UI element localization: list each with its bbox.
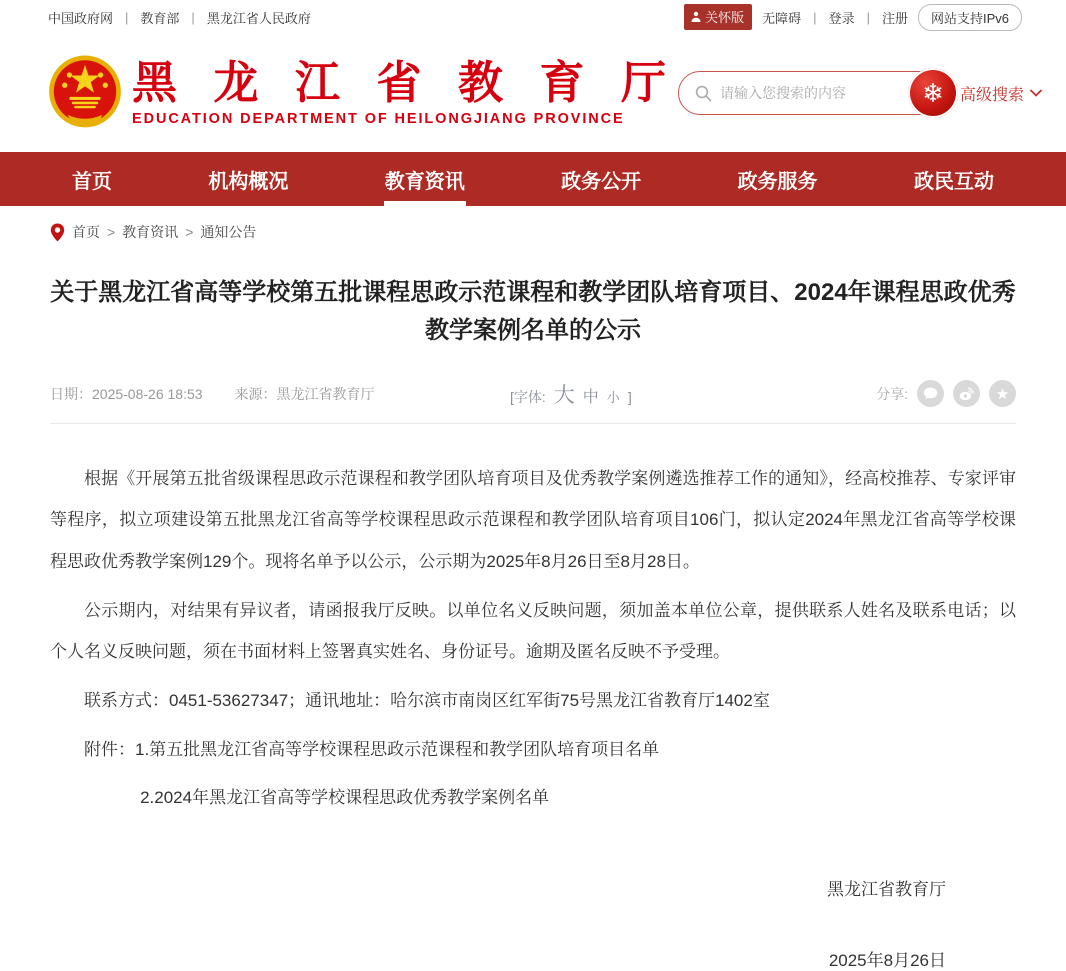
nav-item-gov-disclosure[interactable]: 政务公开: [561, 170, 642, 193]
paragraph-attachment-1: 附件：1.第五批黑龙江省高等学校课程思政示范课程和教学团队培育项目名单: [84, 739, 660, 759]
article-meta-row: [50, 379, 1016, 424]
main-nav: [0, 152, 1066, 206]
location-pin-icon: [50, 223, 65, 242]
site-title-en: EDUCATION DEPARTMENT OF HEILONGJIANG PROVINCE: [132, 110, 625, 127]
search-icon: [695, 85, 712, 102]
advanced-search-toggle[interactable]: [960, 82, 1042, 105]
paragraph-attachment-2: 2.2024年黑龙江省高等学校课程思政优秀教学案例名单: [140, 788, 550, 808]
nav-item-education-news[interactable]: 教育资讯: [371, 152, 479, 206]
nav-item-interaction[interactable]: 政民互动: [913, 170, 994, 193]
snowflake-icon: ❄: [922, 78, 944, 108]
star-icon: ★: [995, 385, 1010, 403]
font-control-open: [字体:: [510, 388, 546, 405]
paragraph-objection: 公示期内，对结果有异议者，请函报我厅反映。以单位名义反映问题，须加盖本单位公章，提供联系人姓名及联系电话；以个人名义反映问题，须在书面材料上签署真实姓名、身份证号。逾期及匿名反映不予受理。: [50, 600, 1016, 662]
article-date: 日期：2025-08-26 18:53: [50, 385, 203, 402]
signature-block: [50, 875, 1016, 971]
site-title: 黑 龙 江 省 教 育 厅: [132, 57, 679, 109]
share-wechat-button[interactable]: [917, 380, 944, 407]
article-meta-left: [50, 384, 510, 404]
site-title-block: [132, 59, 678, 126]
paragraph-intro: 根据《开展第五批省级课程思政示范课程和教学团队培育项目及优秀教学案例遴选推荐工作的通知》，经高校推荐、专家评审等程序，拟立项建设第五批黑龙江省高等学校课程思政示范课程和教学团队培育项目106门，拟认定2024年黑龙江省高等学校课程思政优秀教学案例129个。现将名单予以公示，公示期为2025年8月26日至8月28日。: [50, 468, 1016, 572]
font-control-close: ]: [627, 388, 632, 405]
share-favorite-button[interactable]: [989, 380, 1016, 407]
search-submit-button[interactable]: [908, 68, 958, 118]
care-mode-button[interactable]: [684, 4, 752, 30]
accessibility-link[interactable]: 无障碍: [762, 10, 802, 26]
share-zone: [876, 380, 1016, 407]
link-hlj-gov[interactable]: 黑龙江省人民政府: [206, 10, 311, 26]
article: [0, 274, 1066, 971]
ipv6-badge[interactable]: 网站支持IPv6: [918, 4, 1022, 31]
weibo-icon: [959, 387, 974, 401]
article-title: 关于黑龙江省高等学校第五批课程思政示范课程和教学团队培育项目、2024年课程思政优秀教学案例名单的公示: [50, 279, 1016, 345]
nav-item-gov-services[interactable]: 政务服务: [737, 170, 818, 193]
breadcrumb-education-news[interactable]: 教育资讯: [122, 224, 179, 240]
person-icon: [690, 11, 702, 23]
breadcrumb-separator: >: [107, 224, 116, 240]
national-emblem-icon: [46, 54, 124, 132]
paragraph-contact: 联系方式：0451-53627347；通讯地址：哈尔滨市南岗区红军街75号黑龙江省教育厅1402室: [84, 690, 770, 710]
signature-date: 2025年8月26日: [828, 950, 946, 970]
separator: |: [813, 9, 817, 25]
site-header: [0, 34, 1066, 152]
wechat-icon: [923, 387, 938, 400]
search-zone: [678, 71, 1042, 115]
search-box: [678, 71, 946, 115]
nav-item-organization[interactable]: 机构概况: [208, 170, 289, 193]
login-link[interactable]: 登录: [828, 10, 855, 26]
breadcrumb-notices[interactable]: 通知公告: [200, 224, 257, 240]
user-utility-links: [684, 4, 1022, 31]
font-size-small-button[interactable]: 小: [606, 389, 620, 405]
breadcrumb-home[interactable]: 首页: [72, 224, 100, 240]
register-link[interactable]: 注册: [881, 10, 908, 26]
gov-links: [48, 8, 311, 27]
font-size-control: [510, 379, 632, 409]
article-body: [50, 458, 1016, 819]
article-source: 来源：黑龙江省教育厅: [234, 385, 375, 402]
site-logo[interactable]: [46, 54, 678, 132]
top-utility-bar: [0, 0, 1066, 34]
breadcrumb-separator: >: [185, 224, 194, 240]
breadcrumb: [0, 206, 1066, 252]
share-label: 分享:: [876, 385, 908, 402]
advanced-search-label: 高级搜索: [960, 86, 1025, 104]
font-size-large-button[interactable]: 大: [553, 383, 575, 407]
link-china-gov[interactable]: 中国政府网: [48, 10, 114, 26]
nav-item-home[interactable]: 首页: [72, 170, 112, 193]
link-moe[interactable]: 教育部: [140, 10, 180, 26]
separator: |: [125, 9, 129, 25]
separator: |: [191, 9, 195, 25]
search-input[interactable]: [720, 85, 895, 101]
font-size-medium-button[interactable]: 中: [582, 388, 599, 406]
share-weibo-button[interactable]: [953, 380, 980, 407]
care-mode-label: 关怀版: [705, 10, 745, 25]
signature-name: 黑龙江省教育厅: [827, 879, 946, 899]
chevron-down-icon: [1030, 89, 1042, 97]
separator: |: [866, 9, 870, 25]
